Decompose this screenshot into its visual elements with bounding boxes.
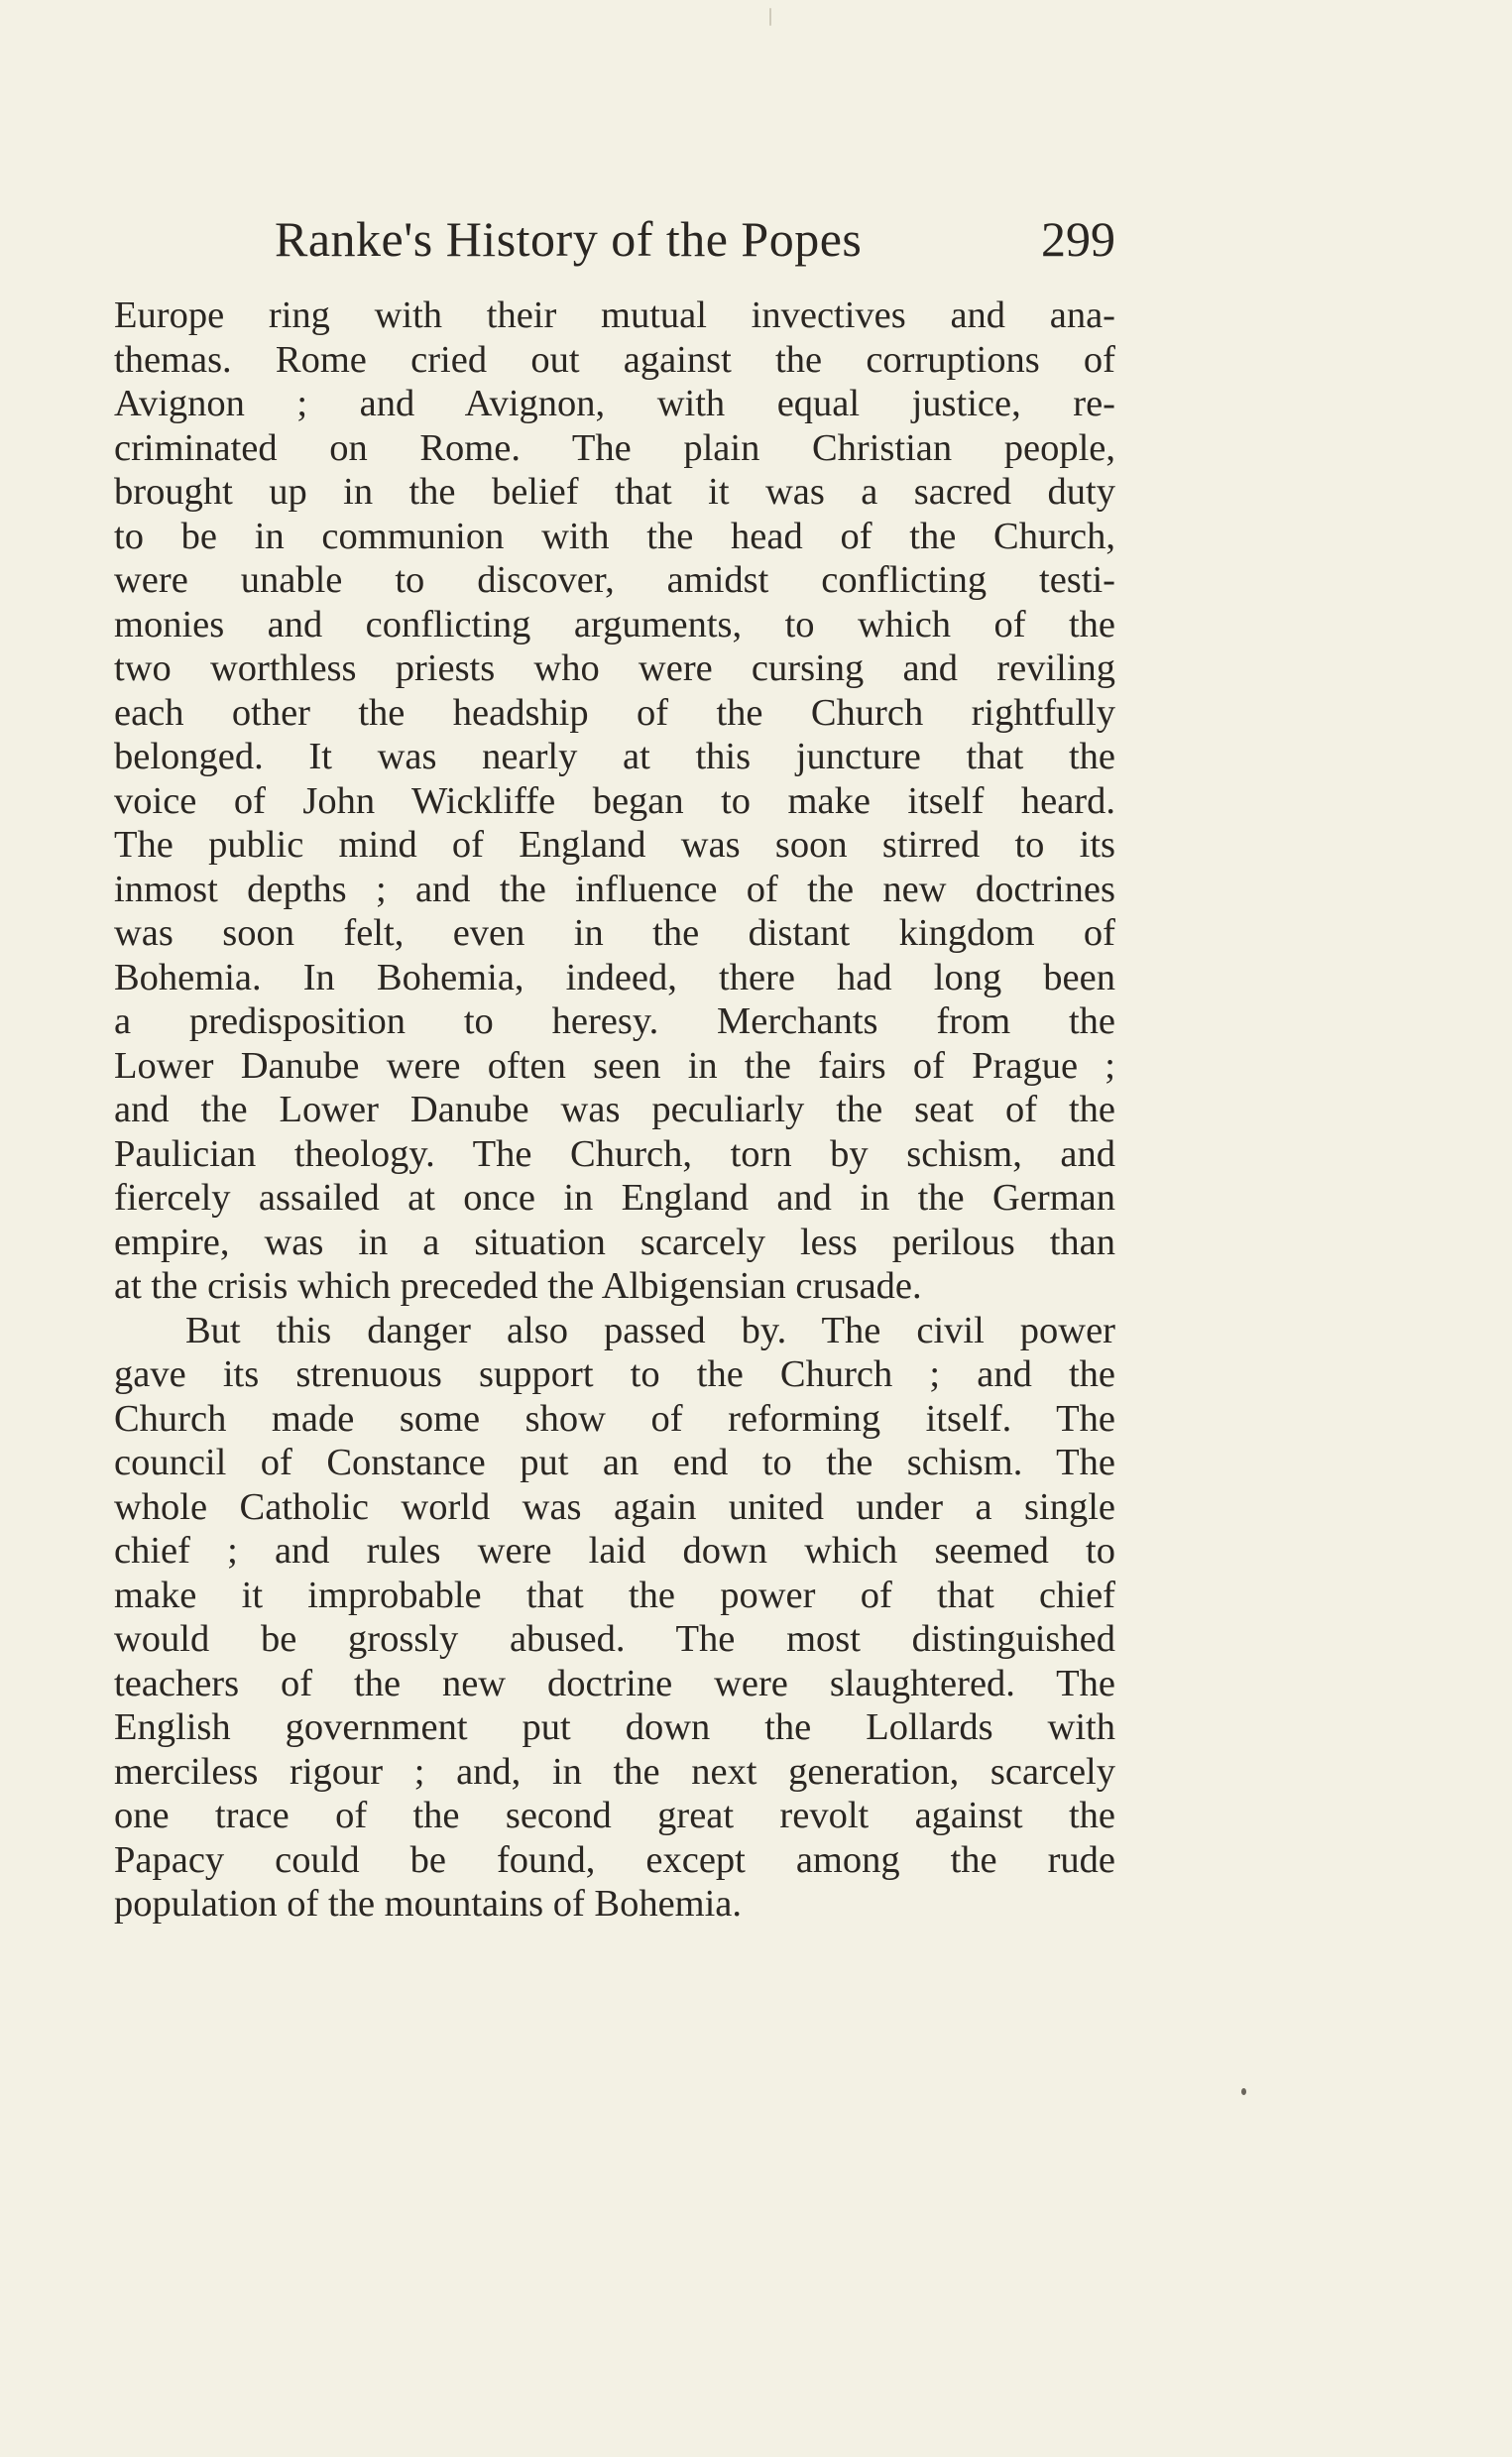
text-line: inmost depths ; and the influence of the new doctrines bbox=[114, 868, 1115, 910]
text-line: Europe ring with their mutual invectives and ana- bbox=[114, 294, 1115, 336]
text-line: monies and conflicting arguments, to which of the bbox=[114, 603, 1115, 645]
text-line: Papacy could be found, except among the rude bbox=[114, 1838, 1115, 1881]
text-line: belonged. It was nearly at this juncture that the bbox=[114, 736, 1115, 777]
text-line: themas. Rome cried out against the corruptions of bbox=[114, 338, 1115, 381]
paragraph-start-line: But this danger also passed by. The civil power bbox=[185, 1309, 1115, 1351]
text-line: fiercely assailed at once in England and in the German bbox=[114, 1177, 1115, 1219]
running-head: Ranke's History of the Popes bbox=[275, 211, 863, 267]
text-line: brought up in the belief that it was a sacred duty bbox=[114, 471, 1115, 513]
text-line: one trace of the second great revolt against the bbox=[114, 1795, 1115, 1836]
text-line: council of Constance put an end to the schism. The bbox=[114, 1442, 1115, 1483]
text-line: make it improbable that the power of that chief bbox=[114, 1574, 1115, 1616]
text-line: gave its strenuous support to the Church ; and the bbox=[114, 1353, 1115, 1395]
paragraph-end-line: at the crisis which preceded the Albigensian crusade. bbox=[114, 1265, 922, 1307]
page-header bbox=[114, 204, 1125, 274]
text-line: Bohemia. In Bohemia, indeed, there had long been bbox=[114, 956, 1115, 998]
text-line: Lower Danube were often seen in the fairs of Prague ; bbox=[114, 1044, 1115, 1087]
text-line: empire, was in a situation scarcely less perilous than bbox=[114, 1221, 1115, 1263]
text-line: each other the headship of the Church rightfully bbox=[114, 691, 1115, 734]
text-line: English government put down the Lollards with bbox=[114, 1706, 1115, 1748]
body-text bbox=[114, 293, 1115, 1927]
page-number: 299 bbox=[1041, 211, 1115, 267]
text-line: Church made some show of reforming itself. The bbox=[114, 1397, 1115, 1440]
text-line: voice of John Wickliffe began to make itself heard. bbox=[114, 779, 1115, 822]
text-line: criminated on Rome. The plain Christian people, bbox=[114, 426, 1115, 469]
text-line: two worthless priests who were cursing and reviling bbox=[114, 647, 1115, 689]
text-line: was soon felt, even in the distant kingdom of bbox=[114, 912, 1115, 954]
text-line: and the Lower Danube was peculiarly the seat of the bbox=[114, 1089, 1115, 1130]
text-line: a predisposition to heresy. Merchants from the bbox=[114, 1000, 1115, 1042]
text-line: Paulician theology. The Church, torn by schism, and bbox=[114, 1132, 1115, 1175]
text-line: chief ; and rules were laid down which seemed to bbox=[114, 1530, 1115, 1572]
text-line: teachers of the new doctrine were slaughtered. The bbox=[114, 1662, 1115, 1704]
text-line: would be grossly abused. The most distinguished bbox=[114, 1618, 1115, 1660]
text-line: The public mind of England was soon stirred to its bbox=[114, 824, 1115, 866]
text-line: were unable to discover, amidst conflicting testi- bbox=[114, 559, 1115, 601]
scan-speck bbox=[769, 8, 771, 26]
text-line: Avignon ; and Avignon, with equal justice, re- bbox=[114, 383, 1115, 424]
ink-dot bbox=[1241, 2088, 1246, 2095]
text-line: whole Catholic world was again united under a single bbox=[114, 1485, 1115, 1528]
text-line: merciless rigour ; and, in the next generation, scarcely bbox=[114, 1750, 1115, 1793]
text-line: to be in communion with the head of the Church, bbox=[114, 515, 1115, 557]
paragraph-end-line: population of the mountains of Bohemia. bbox=[114, 1883, 743, 1925]
